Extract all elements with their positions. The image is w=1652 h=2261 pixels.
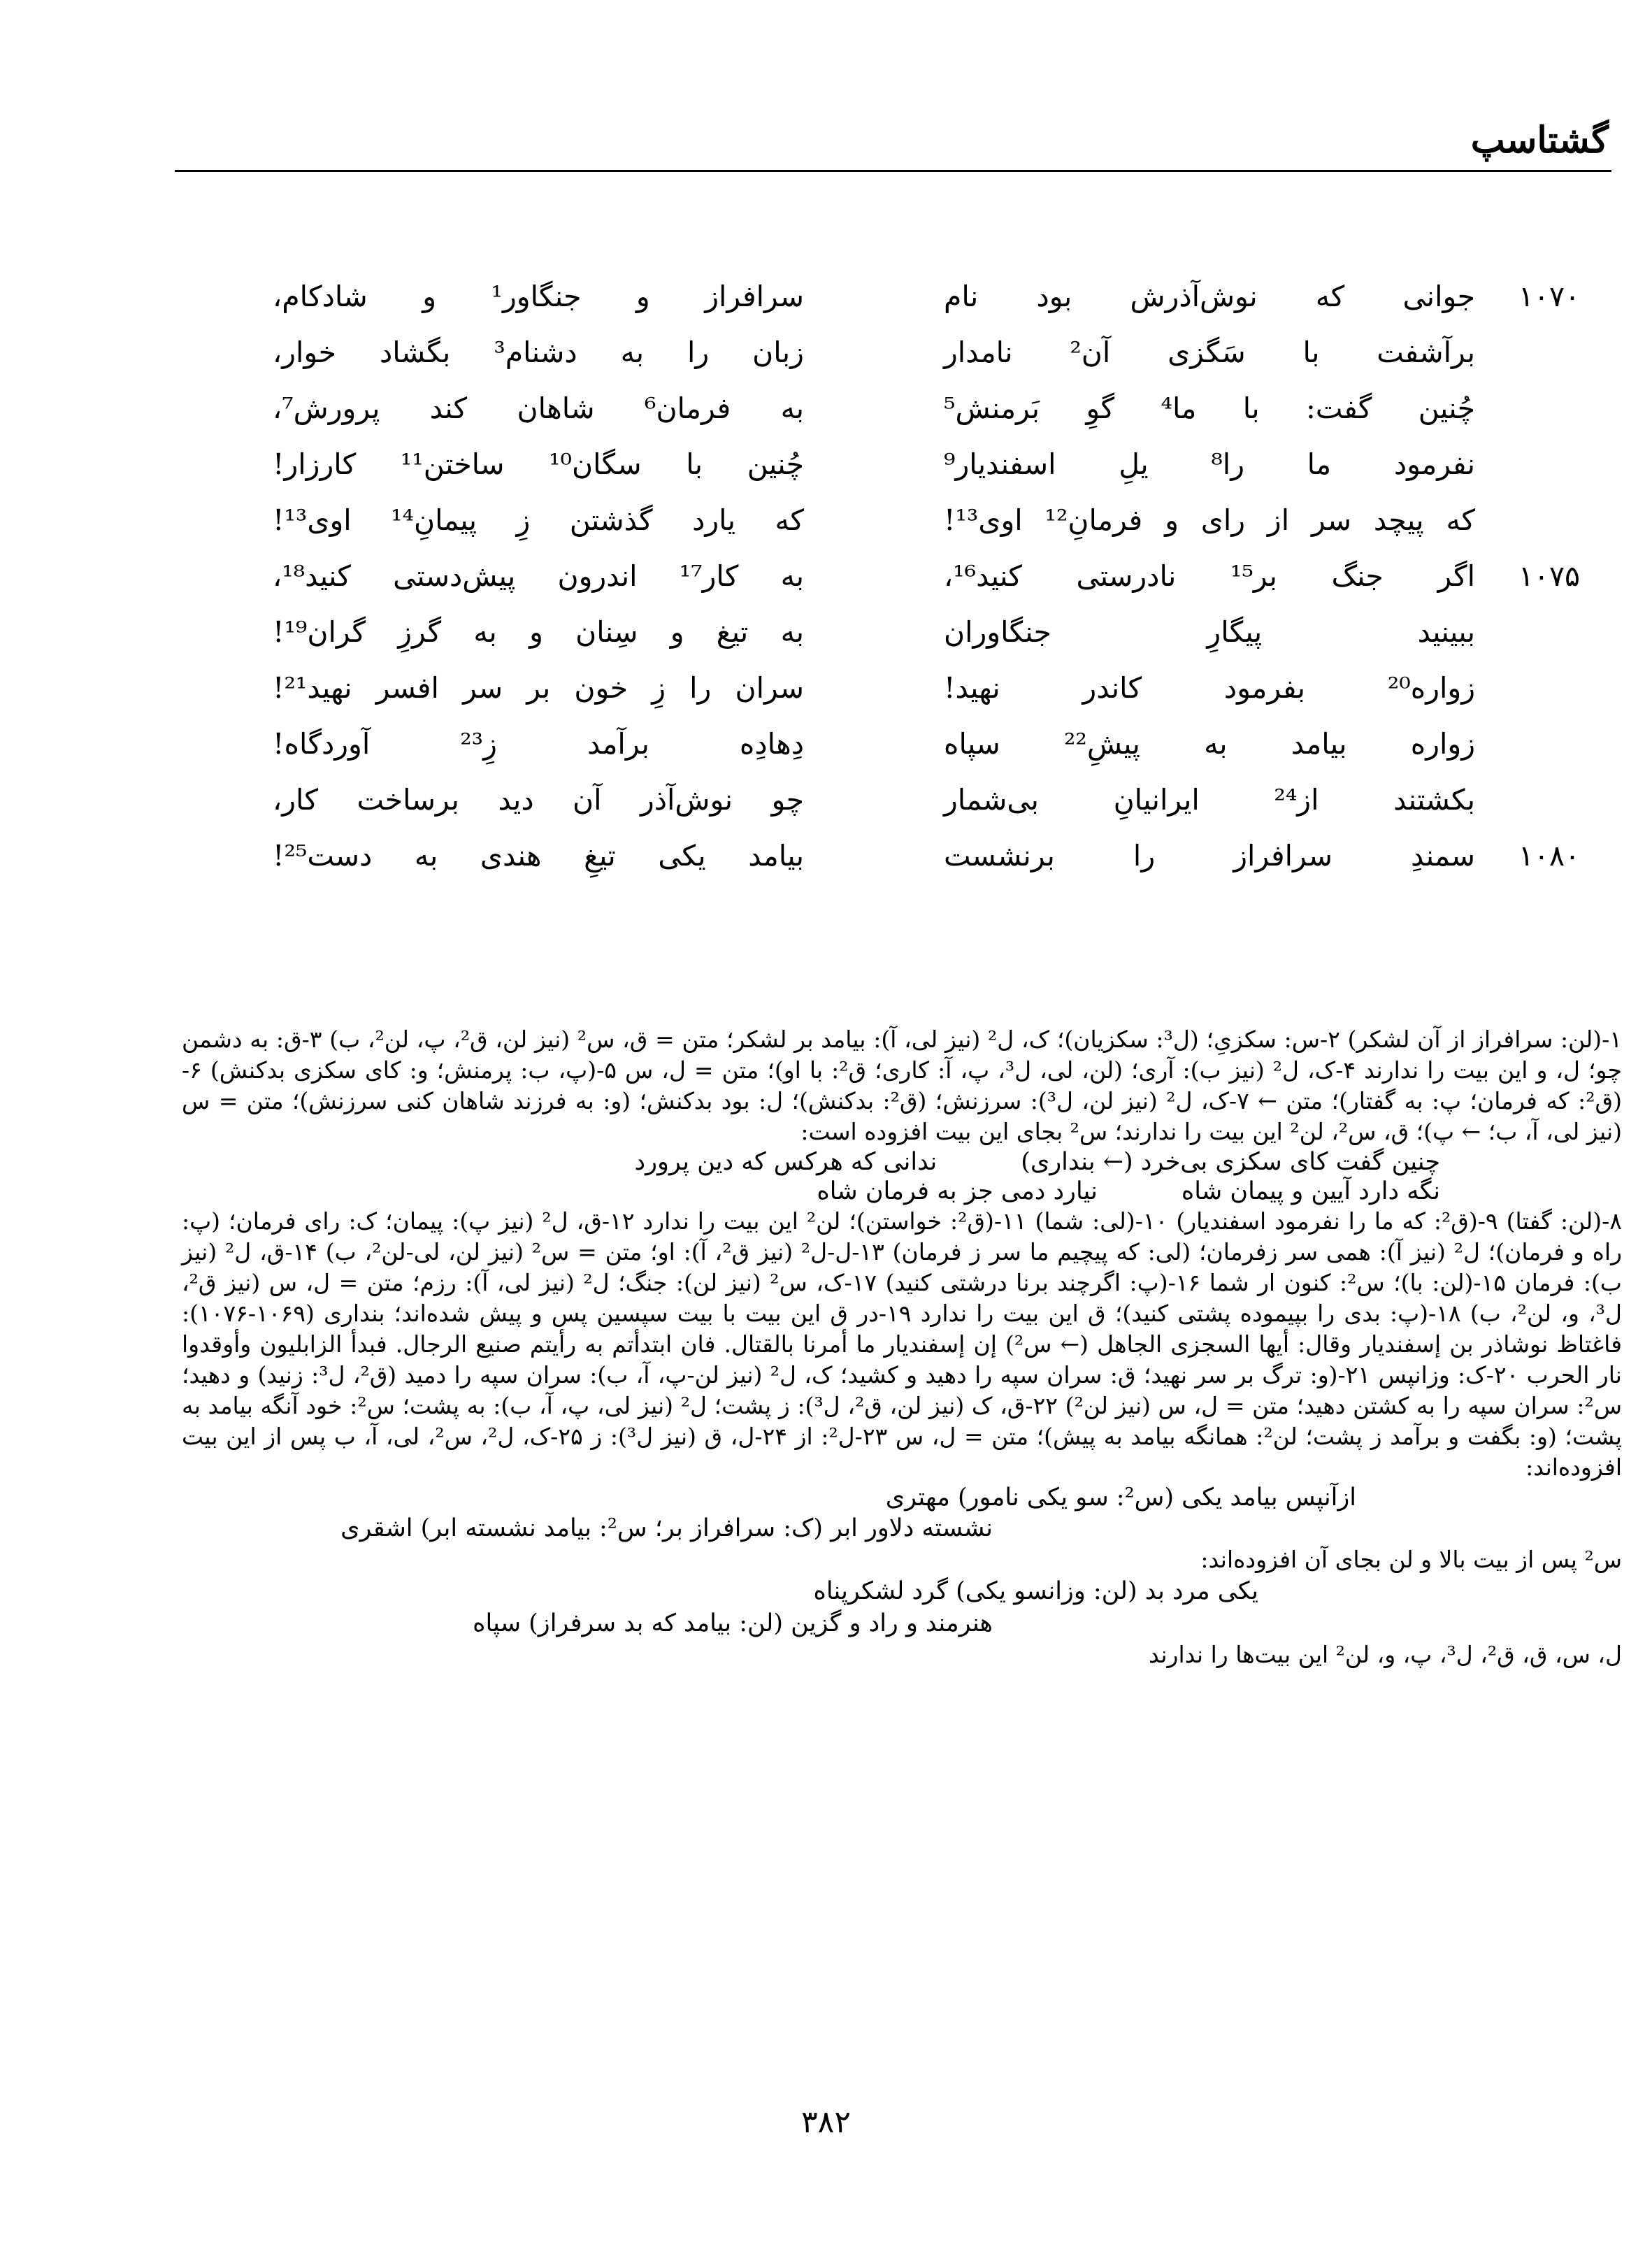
footnote-added-verse: هنرمند و راد و گزین (لن: بیامد که بد سرفراز) سپاه: [473, 1609, 993, 1637]
verse-first-hemistich: جوانی که نوش‌آذرش بود نام: [944, 280, 1475, 313]
added-verse-second-hemistich: ندانی که هرکس که دین پرورد: [634, 1148, 938, 1176]
poem-verses: [252, 280, 1580, 895]
footnote-paragraph: ۸-(لن: گفتا) ۹-(ق²: که ما را نفرمود اسفندیار) ۱۰-(لی: شما) ۱۱-(ق²: خواستن)؛ لن² این بیت را ندارد ۱۲-ق، ل² (نیز پ): پیمان؛ ک: رای فرمان؛ (پ: راه و فرمان)؛ ل² (نیز آ): همی سر زفرمان؛ (لی: که پیچیم ما سر ز فرمان) ۱۳-ل-ل² (نیز ق²، آ): او؛ متن = س² (نیز لن، لی-لن²، ب) ۱۴-ق، ل² (نیز ب): فرمان ۱۵-(لن: با)؛ س²: کنون ار شما ۱۶-(پ: اگرچند برنا درشتی کنید) ۱۷-ک، س² (نیز لن): جنگ؛ ل² (نیز لی، آ): رزم؛ متن = ل، س (نیز ق²، ل³، و، لن²، ب) ۱۸-(پ: بدی را بپیموده پشتی کنید)؛ ق این بیت را ندارد ۱۹-در ق این بیت با بیت سپسین پس و پیش شده‌اند؛ بنداری (۱۰۶۹-۱۰۷۶): فاغتاظ نوشاذر بن إسفندیار وقال: أیها السجزی الجاهل (← س²) إن إسفندیار ما أمرنا بالقتال. فان ابتدأتم به رأیتم صنیع الرجال. فبدأ الزابلیون وأوقدوا نار الحرب ۲۰-ک: وزانپس ۲۱-(و: ترگ بر سر نهید؛ ق: سران سپه را دهید و کشید؛ ک، ل² (نیز لن-پ، آ، ب): سران سپه را دمید (ق²، ل³: زنید) و دهید؛ س²: سران سپه را به کشتن دهید؛ متن = ل، س (نیز لن²) ۲۲-ق، ک (نیز لن، ق²، ل³): ز پشت؛ ل² (نیز لی، پ، آ، ب): به پشت؛ س²: خود آنگه بیامد به پشت؛ (و: بگفت و برآمد ز پشت؛ لن²: همانگه بیامد به پیش)؛ متن = ل، س ۲۳-ل²: از ۲۴-ل، ق (نیز ل³): ز ۲۵-ک، ل²، س²، لی، آ، ب پس از این بیت افزوده‌اند:: [182, 1207, 1623, 1481]
added-verse-first-hemistich: چنین گفت کای سکزی بی‌خرد (← بنداری): [1021, 1148, 1440, 1176]
verse-row: [252, 727, 1580, 783]
verse-first-hemistich: زواره²⁰ بفرمود کاندر نهید!: [944, 671, 1475, 705]
verse-first-hemistich: برآشفت با سَگزی آن² نامدار: [944, 336, 1475, 369]
verse-row: [252, 671, 1580, 727]
footnote-paragraph: س² پس از بیت بالا و لن بجای آن افزوده‌اند:: [1200, 1546, 1622, 1573]
verse-number: ۱۰۷۵: [1518, 559, 1580, 593]
critical-apparatus-footnotes: [182, 1024, 1622, 1670]
verse-second-hemistich: چُنین با سگان¹⁰ ساختن¹¹ کارزار!: [273, 447, 804, 481]
verse-first-hemistich: که پیچد سر از رای و فرمانِ¹² اوی¹³!: [944, 503, 1475, 537]
verse-second-hemistich: سرافراز و جنگاور¹ و شادکام،: [273, 280, 804, 313]
verse-second-hemistich: زبان را به دشنام³ بگشاد خوار،: [273, 336, 804, 369]
verse-second-hemistich: به تیغ و سِنان و به گرزِ گران¹⁹!: [273, 615, 804, 649]
verse-second-hemistich: سران را زِ خون بر سر افسر نهید²¹!: [273, 671, 804, 705]
verse-row: [252, 336, 1580, 392]
verse-row: [252, 447, 1580, 503]
footnote-added-verse: [182, 1147, 1622, 1177]
verse-number: ۱۰۷۰: [1518, 280, 1580, 313]
footnote-paragraph: ۱-(لن: سرافراز از آن لشکر) ۲-س: سکزیِ؛ (ل³: سکزیان)؛ ک، ل² (نیز لی، آ): بیامد بر لشکر؛ متن = ق، س² (نیز لن، ق²، پ، لن²، ب) ۳-ق: به دشمن چو؛ ل، و این بیت را ندارند ۴-ک، ل² (نیز ب): آری؛ (لن، لی، ل³، پ، آ: کاری؛ ق²: با او)؛ متن = ل، س ۵-(پ، ب: پرمنش؛ و: کای سکزی بدکنش) ۶-(ق²: که فرمان؛ پ: به گفتار)؛ متن ← ۷-ک، ل² (نیز لن، ل³): سرزنش؛ (ق²: بدکنش)؛ ل: بود بدکنش؛ (و: به فرزند شاهان کنی سرزنش)؛ متن = س (نیز لی، آ، ب؛ ← پ)؛ ق، س²، لن² این بیت را ندارند؛ س² بجای این بیت افزوده است:: [182, 1026, 1623, 1145]
footnote-added-verse: [182, 1177, 1622, 1206]
footnote-added-verse: نشسته دلاور ابر (ک: سرافراز بر؛ س²: بیامد نشسته ابر) اشقری: [340, 1514, 993, 1542]
verse-row: [252, 559, 1580, 615]
verse-row: [252, 615, 1580, 671]
footnote-added-verse: ازآنپس بیامد یکی (س²: سو یکی نامور) مهتری: [885, 1484, 1356, 1512]
running-header-title: گشتاسپ: [1470, 119, 1609, 162]
verse-first-hemistich: سمندِ سرافراز را برنشست: [944, 839, 1475, 873]
page-number: ۳۸۲: [801, 2104, 851, 2140]
verse-second-hemistich: چو نوش‌آذر آن دید برساخت کار،: [273, 783, 804, 817]
verse-second-hemistich: به فرمان⁶ شاهان کند پرورش⁷،: [273, 392, 804, 425]
verse-second-hemistich: بیامد یکی تیغِ هندی به دست²⁵!: [273, 839, 804, 873]
verse-first-hemistich: اگر جنگ بر¹⁵ نادرستی کنید¹⁶،: [944, 559, 1475, 593]
verse-row: [252, 392, 1580, 447]
verse-number: ۱۰۸۰: [1518, 839, 1580, 873]
verse-row: [252, 503, 1580, 559]
verse-second-hemistich: دِهادِه برآمد زِ²³ آوردگاه!: [273, 727, 804, 761]
verse-first-hemistich: نفرمود ما را⁸ یلِ اسفندیار⁹: [944, 447, 1475, 481]
verse-first-hemistich: ببینید پیگارِ جنگاوران: [944, 615, 1475, 649]
verse-row: [252, 839, 1580, 895]
verse-row: [252, 280, 1580, 336]
verse-first-hemistich: بکشتند از²⁴ ایرانیانِ بی‌شمار: [944, 783, 1475, 817]
verse-second-hemistich: که یارد گذشتن زِ پیمانِ¹⁴ اوی¹³!: [273, 503, 804, 537]
verse-first-hemistich: زواره بیامد به پیشِ²² سپاه: [944, 727, 1475, 761]
header-rule: [175, 170, 1611, 172]
footnote-paragraph: ل، س، ق، ق²، ل³، پ، و، لن² این بیت‌ها را ندارند: [1149, 1641, 1622, 1668]
added-verse-first-hemistich: نگه دارد آیین و پیمان شاه: [1181, 1177, 1440, 1205]
verse-first-hemistich: چُنین گفت: با ما⁴ گوِ بَرمنش⁵: [944, 392, 1475, 425]
verse-row: [252, 783, 1580, 839]
verse-second-hemistich: به کار¹⁷ اندرون پیش‌دستی کنید¹⁸،: [273, 559, 804, 593]
added-verse-second-hemistich: نیارد دمی جز به فرمان شاه: [817, 1177, 1098, 1205]
footnote-added-verse: یکی مرد بد (لن: وزانسو یکی) گرد لشکرپناه: [813, 1577, 1258, 1605]
